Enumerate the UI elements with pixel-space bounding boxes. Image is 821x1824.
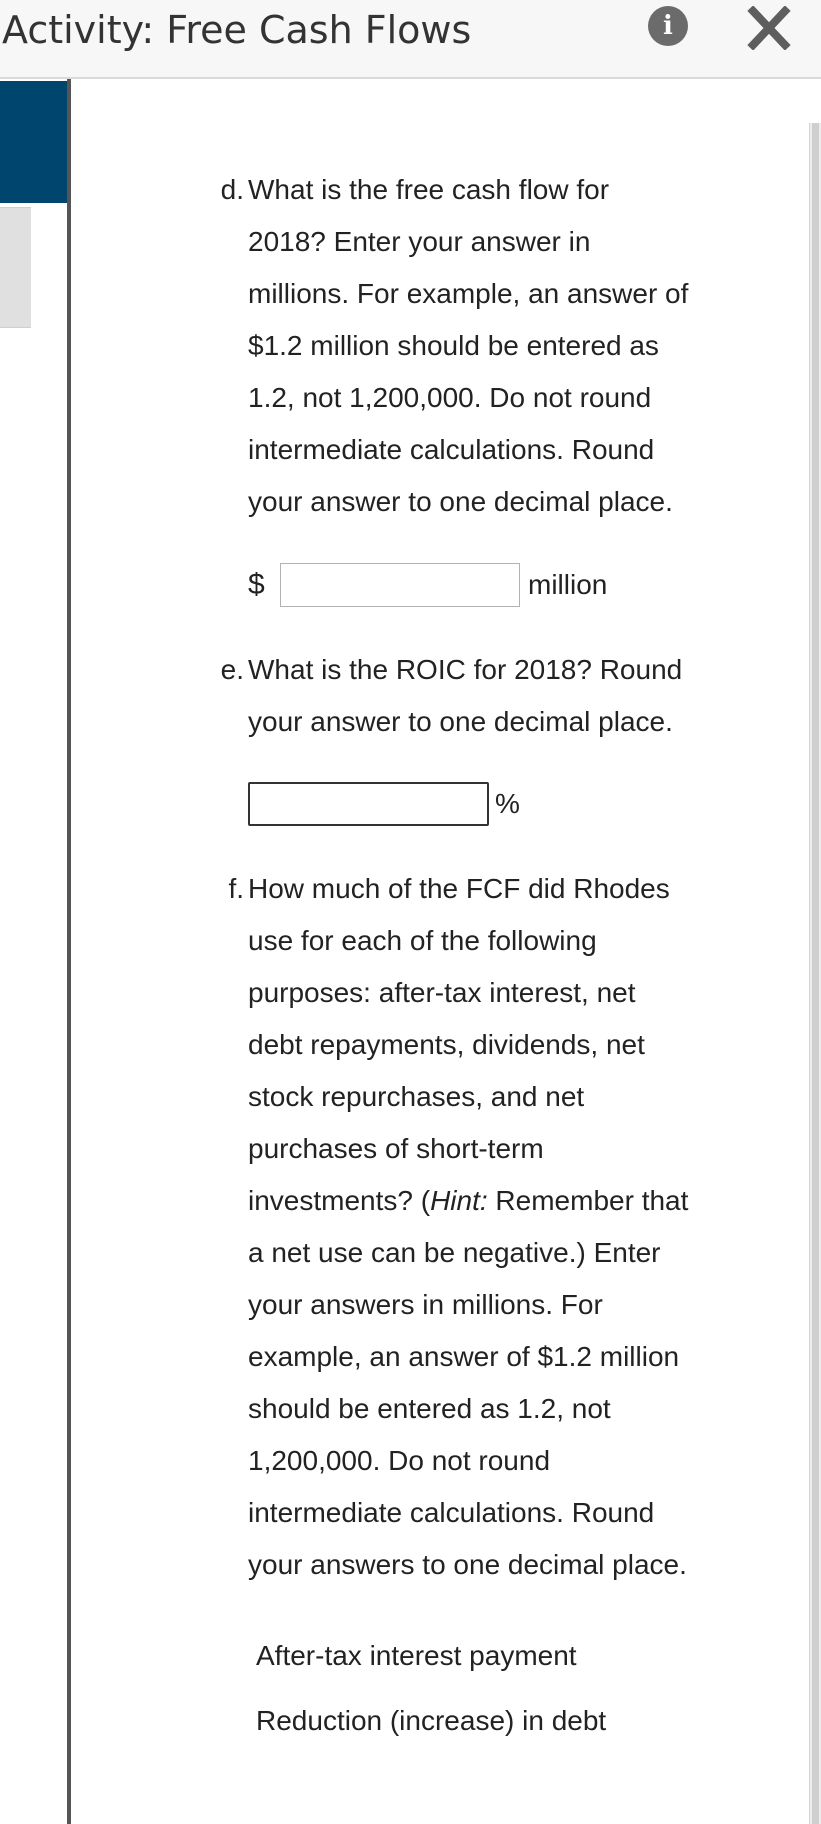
question-f-line: purchases of short-term (248, 1133, 544, 1164)
question-e (220, 644, 728, 748)
question-f-line: should be entered as 1.2, not (248, 1393, 611, 1424)
question-d-line: What is the free cash flow for (248, 174, 610, 205)
question-f-line: How much of the FCF did Rhodes (248, 873, 670, 904)
question-f-line: stock repurchases, and net (248, 1081, 585, 1112)
sidebar-tab[interactable] (0, 207, 31, 328)
debt-reduction-label: Reduction (increase) in debt (256, 1705, 607, 1736)
question-f (228, 863, 728, 1591)
hint-label: Hint: (430, 1185, 488, 1216)
sidebar-tab-active[interactable] (0, 81, 67, 203)
panel-divider (67, 79, 71, 1824)
question-d-line: intermediate calculations. Round (248, 434, 655, 465)
question-d-line: 1.2, not 1,200,000. Do not round (248, 382, 652, 413)
scrollbar-thumb[interactable] (812, 123, 819, 1824)
question-d (220, 164, 728, 528)
free-cash-flow-input[interactable] (280, 563, 520, 607)
question-d-line: millions. For example, an answer of (248, 278, 689, 309)
question-f-line: example, an answer of $1.2 million (248, 1341, 680, 1372)
close-icon[interactable] (745, 6, 793, 50)
question-f-label: f. (228, 873, 244, 904)
question-d-line: 2018? Enter your answer in (248, 226, 591, 257)
after-tax-interest-label: After-tax interest payment (256, 1640, 577, 1671)
roic-input[interactable] (248, 782, 489, 826)
activity-title: Activity: Free Cash Flows (2, 8, 472, 52)
question-f-line: intermediate calculations. Round (248, 1497, 655, 1528)
question-f-line: a net use can be negative.) Enter (248, 1237, 661, 1268)
activity-header (0, 0, 821, 79)
question-e-line: What is the ROIC for 2018? Round (248, 654, 683, 685)
info-glyph: i (663, 11, 673, 41)
question-f-line: debt repayments, dividends, net (248, 1029, 645, 1060)
hint-line-end: Remember that (487, 1185, 689, 1216)
question-d-line: $1.2 million should be entered as (248, 330, 659, 361)
question-f-line: your answers to one decimal place. (248, 1549, 687, 1580)
percent-suffix: % (495, 788, 520, 819)
info-icon[interactable] (648, 6, 688, 46)
question-d-label: d. (220, 174, 244, 205)
question-f-line: your answers in millions. For (248, 1289, 603, 1320)
million-suffix: million (528, 569, 608, 600)
question-e-line: your answer to one decimal place. (248, 706, 673, 737)
question-f-line: purposes: after-tax interest, net (248, 977, 636, 1008)
dollar-sign-prefix: $ (248, 568, 265, 601)
question-f-line: use for each of the following (248, 925, 597, 956)
question-d-line: your answer to one decimal place. (248, 486, 673, 517)
hint-line-start: investments? ( (248, 1185, 431, 1216)
question-f-line: 1,200,000. Do not round (248, 1445, 551, 1476)
question-e-label: e. (220, 654, 244, 685)
scrollbar[interactable] (809, 123, 821, 1824)
question-f-hint-line (248, 1175, 728, 1227)
